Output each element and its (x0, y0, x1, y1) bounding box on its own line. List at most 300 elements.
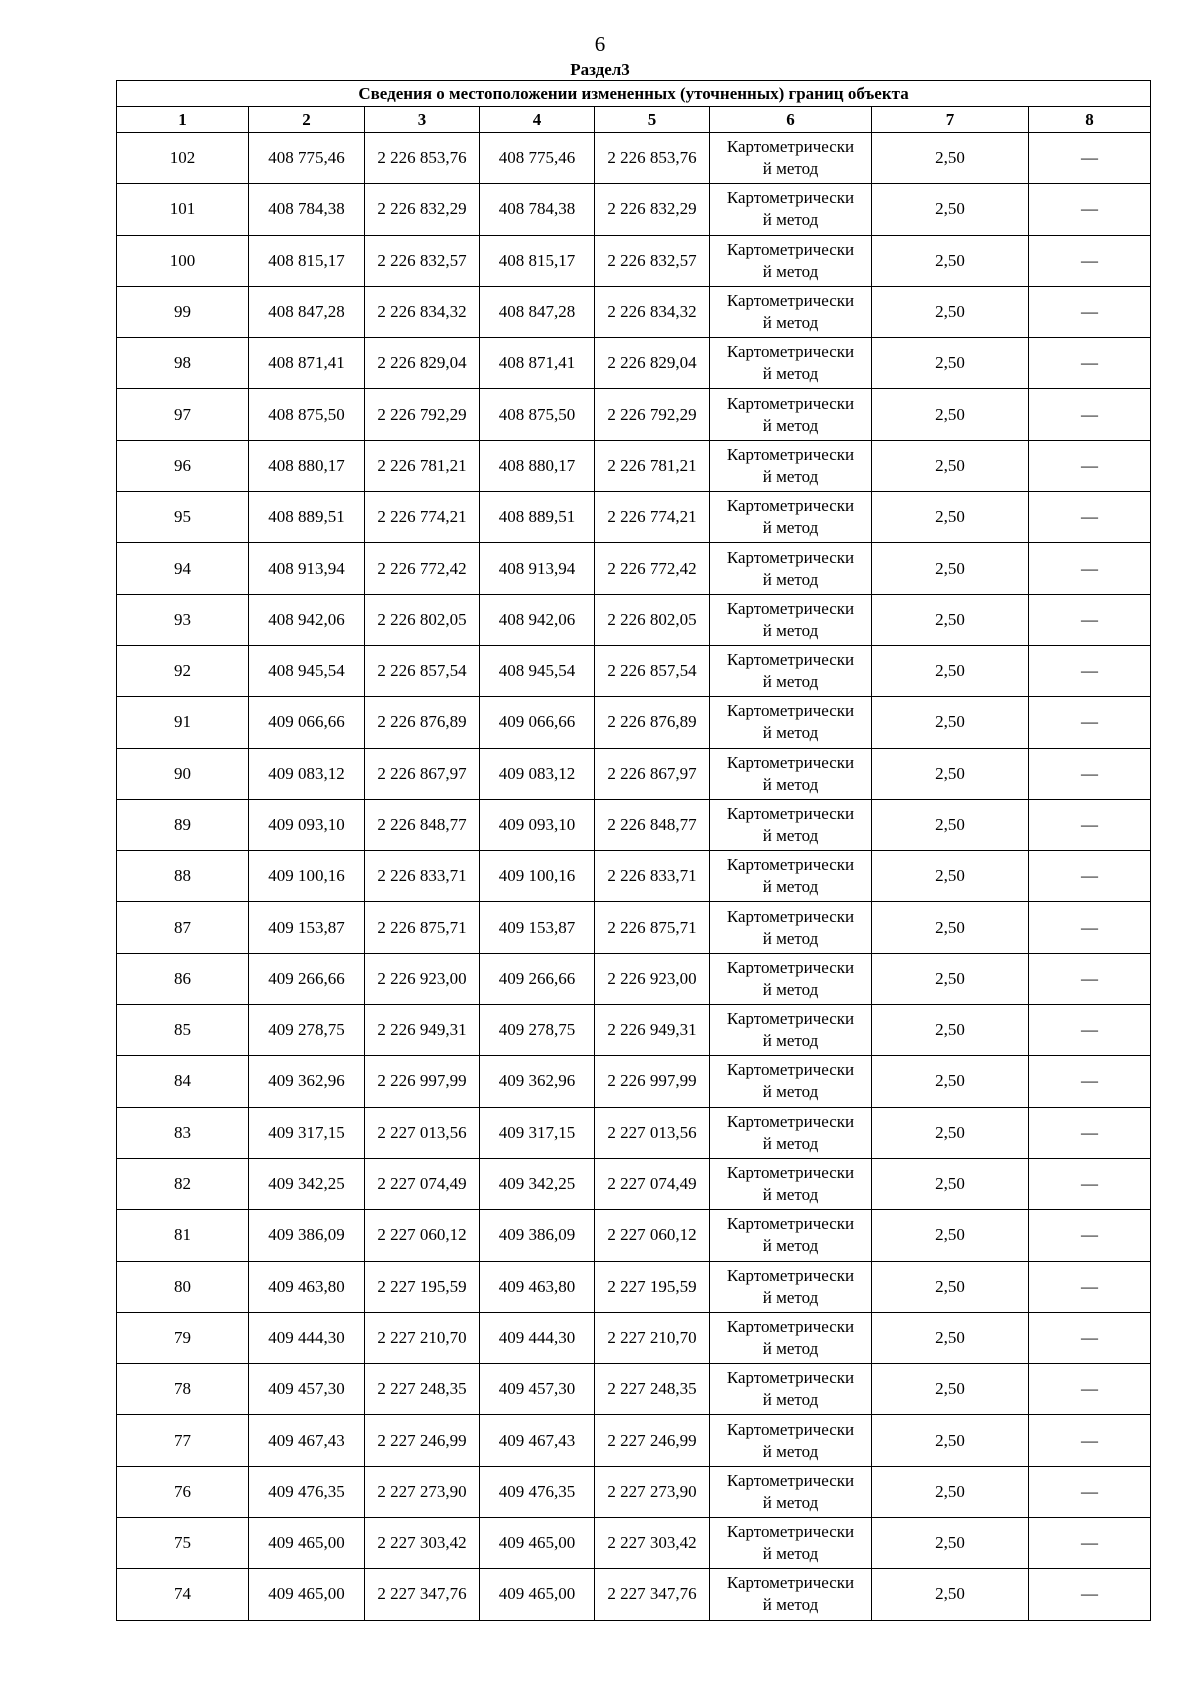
existing-x-cell: 409 467,43 (249, 1415, 365, 1466)
new-x-cell: 408 880,17 (480, 440, 595, 491)
method-text-line: й метод (762, 826, 819, 845)
table-row (117, 748, 1151, 799)
accuracy-cell: 2,50 (872, 133, 1029, 184)
method-cell (710, 1261, 872, 1312)
description-cell: — (1029, 953, 1151, 1004)
accuracy-cell: 2,50 (872, 594, 1029, 645)
existing-y-cell: 2 226 867,97 (365, 748, 480, 799)
existing-x-cell: 408 880,17 (249, 440, 365, 491)
existing-x-cell: 409 317,15 (249, 1107, 365, 1158)
new-x-cell: 409 266,66 (480, 953, 595, 1004)
method-text-line: Картометрически (726, 598, 855, 618)
method-text-line: й метод (762, 569, 819, 589)
accuracy-cell: 2,50 (872, 184, 1029, 235)
point-number-cell: 91 (117, 697, 249, 748)
table-caption-row (117, 81, 1151, 107)
accuracy-cell: 2,50 (872, 1056, 1029, 1107)
method-text-line: Картометрически (726, 342, 855, 362)
method-text-line: Картометрически (726, 1163, 855, 1183)
description-cell: — (1029, 338, 1151, 389)
table-row (117, 799, 1151, 850)
description-cell: — (1029, 1056, 1151, 1107)
point-number-cell: 79 (117, 1312, 249, 1363)
method-text-line: й метод (762, 1492, 819, 1512)
point-number-cell: 81 (117, 1210, 249, 1261)
method-text-line: Картометрически (726, 1265, 855, 1285)
new-x-cell: 408 784,38 (480, 184, 595, 235)
new-y-cell: 2 226 833,71 (595, 851, 710, 902)
method-text-line: Картометрически (726, 1214, 855, 1234)
method-text-line: Картометрически (726, 1316, 855, 1336)
table-row (117, 1312, 1151, 1363)
method-text-line: й метод (762, 1133, 819, 1153)
new-x-cell: 409 153,87 (480, 902, 595, 953)
existing-y-cell: 2 226 949,31 (365, 1005, 480, 1056)
new-y-cell: 2 226 848,77 (595, 799, 710, 850)
existing-x-cell: 408 913,94 (249, 543, 365, 594)
existing-y-cell: 2 226 875,71 (365, 902, 480, 953)
method-text-line: й метод (762, 313, 819, 333)
description-cell: — (1029, 697, 1151, 748)
new-x-cell: 409 083,12 (480, 748, 595, 799)
new-x-cell: 409 467,43 (480, 1415, 595, 1466)
table-row (117, 543, 1151, 594)
existing-y-cell: 2 226 876,89 (365, 697, 480, 748)
description-cell: — (1029, 1312, 1151, 1363)
new-y-cell: 2 226 949,31 (595, 1005, 710, 1056)
boundary-coordinates-table (116, 80, 1151, 1621)
method-text-line: й метод (762, 774, 819, 794)
existing-x-cell: 408 847,28 (249, 286, 365, 337)
method-text-line: Картометрически (726, 1470, 855, 1490)
description-cell: — (1029, 235, 1151, 286)
table-row (117, 953, 1151, 1004)
existing-y-cell: 2 227 210,70 (365, 1312, 480, 1363)
existing-x-cell: 409 266,66 (249, 953, 365, 1004)
accuracy-cell: 2,50 (872, 440, 1029, 491)
new-x-cell: 408 871,41 (480, 338, 595, 389)
method-text-line: й метод (762, 210, 819, 230)
point-number-cell: 92 (117, 645, 249, 696)
method-cell (710, 1056, 872, 1107)
description-cell: — (1029, 389, 1151, 440)
new-y-cell: 2 227 347,76 (595, 1569, 710, 1620)
method-text-line: Картометрически (726, 239, 855, 259)
method-text-line: Картометрически (726, 1060, 855, 1080)
new-y-cell: 2 226 781,21 (595, 440, 710, 491)
description-cell: — (1029, 902, 1151, 953)
method-text-line: й метод (762, 723, 819, 743)
method-text-line: Картометрически (726, 855, 855, 875)
accuracy-cell: 2,50 (872, 338, 1029, 389)
point-number-cell: 100 (117, 235, 249, 286)
method-cell (710, 1312, 872, 1363)
accuracy-cell: 2,50 (872, 1158, 1029, 1209)
new-y-cell: 2 227 013,56 (595, 1107, 710, 1158)
method-text-line: Картометрически (726, 804, 855, 823)
new-x-cell: 408 913,94 (480, 543, 595, 594)
existing-y-cell: 2 226 923,00 (365, 953, 480, 1004)
new-y-cell: 2 226 829,04 (595, 338, 710, 389)
existing-x-cell: 408 775,46 (249, 133, 365, 184)
table-row (117, 1158, 1151, 1209)
description-cell: — (1029, 1158, 1151, 1209)
method-text-line: й метод (762, 1236, 819, 1256)
new-y-cell: 2 226 772,42 (595, 543, 710, 594)
table-row (117, 1210, 1151, 1261)
description-cell: — (1029, 543, 1151, 594)
point-number-cell: 93 (117, 594, 249, 645)
method-cell (710, 389, 872, 440)
section-title: Раздел3 (570, 60, 630, 79)
method-cell (710, 799, 872, 850)
method-text-line: й метод (762, 1287, 819, 1307)
method-text-line: Картометрически (726, 957, 855, 977)
new-y-cell: 2 226 832,57 (595, 235, 710, 286)
point-number-cell: 74 (117, 1569, 249, 1620)
existing-x-cell: 408 942,06 (249, 594, 365, 645)
method-text-line: Картометрически (726, 137, 855, 157)
new-y-cell: 2 227 246,99 (595, 1415, 710, 1466)
new-x-cell: 408 889,51 (480, 492, 595, 543)
method-text-line: й метод (762, 159, 819, 179)
new-x-cell: 409 093,10 (480, 799, 595, 850)
table-row (117, 1261, 1151, 1312)
existing-y-cell: 2 226 774,21 (365, 492, 480, 543)
method-text-line: Картометрически (726, 1573, 855, 1593)
column-number: 1 (117, 107, 249, 133)
accuracy-cell: 2,50 (872, 1518, 1029, 1569)
method-cell (710, 184, 872, 235)
method-text-line: й метод (762, 672, 819, 692)
method-text-line: Картометрически (726, 650, 855, 670)
table-row (117, 389, 1151, 440)
new-y-cell: 2 226 997,99 (595, 1056, 710, 1107)
new-x-cell: 409 476,35 (480, 1466, 595, 1517)
description-cell: — (1029, 1261, 1151, 1312)
point-number-cell: 90 (117, 748, 249, 799)
new-y-cell: 2 226 774,21 (595, 492, 710, 543)
table-row (117, 286, 1151, 337)
method-cell (710, 492, 872, 543)
point-number-cell: 80 (117, 1261, 249, 1312)
new-x-cell: 409 317,15 (480, 1107, 595, 1158)
point-number-cell: 86 (117, 953, 249, 1004)
table-row (117, 851, 1151, 902)
accuracy-cell: 2,50 (872, 1210, 1029, 1261)
new-x-cell: 408 847,28 (480, 286, 595, 337)
method-cell (710, 1518, 872, 1569)
method-cell (710, 1569, 872, 1620)
method-text-line: й метод (762, 1544, 819, 1564)
new-x-cell: 409 362,96 (480, 1056, 595, 1107)
existing-y-cell: 2 226 997,99 (365, 1056, 480, 1107)
method-cell (710, 902, 872, 953)
new-y-cell: 2 226 792,29 (595, 389, 710, 440)
new-y-cell: 2 226 876,89 (595, 697, 710, 748)
table-row (117, 645, 1151, 696)
existing-x-cell: 409 444,30 (249, 1312, 365, 1363)
accuracy-cell: 2,50 (872, 492, 1029, 543)
method-cell (710, 1107, 872, 1158)
method-cell (710, 338, 872, 389)
point-number-cell: 94 (117, 543, 249, 594)
existing-x-cell: 409 100,16 (249, 851, 365, 902)
method-cell (710, 235, 872, 286)
new-y-cell: 2 227 210,70 (595, 1312, 710, 1363)
existing-x-cell: 409 093,10 (249, 799, 365, 850)
existing-x-cell: 409 153,87 (249, 902, 365, 953)
existing-y-cell: 2 227 303,42 (365, 1518, 480, 1569)
existing-x-cell: 409 465,00 (249, 1569, 365, 1620)
new-x-cell: 409 444,30 (480, 1312, 595, 1363)
table-body (117, 133, 1151, 1621)
column-number: 6 (710, 107, 872, 133)
existing-y-cell: 2 226 829,04 (365, 338, 480, 389)
method-text-line: Картометрически (726, 1368, 855, 1388)
accuracy-cell: 2,50 (872, 1415, 1029, 1466)
existing-y-cell: 2 226 832,29 (365, 184, 480, 235)
method-text-line: Картометрически (726, 1522, 855, 1542)
table-row (117, 697, 1151, 748)
method-text-line: Картометрически (726, 906, 855, 926)
table-row (117, 902, 1151, 953)
method-text-line: Картометрически (726, 444, 855, 464)
existing-x-cell: 408 815,17 (249, 235, 365, 286)
table-row (117, 184, 1151, 235)
accuracy-cell: 2,50 (872, 953, 1029, 1004)
description-cell: — (1029, 133, 1151, 184)
method-text-line: Картометрически (726, 1009, 855, 1029)
new-x-cell: 409 278,75 (480, 1005, 595, 1056)
accuracy-cell: 2,50 (872, 645, 1029, 696)
method-text-line: й метод (762, 979, 819, 999)
method-text-line: Картометрически (726, 291, 855, 311)
method-cell (710, 1364, 872, 1415)
accuracy-cell: 2,50 (872, 235, 1029, 286)
existing-y-cell: 2 227 347,76 (365, 1569, 480, 1620)
point-number-cell: 95 (117, 492, 249, 543)
point-number-cell: 96 (117, 440, 249, 491)
method-cell (710, 748, 872, 799)
description-cell: — (1029, 748, 1151, 799)
new-x-cell: 409 463,80 (480, 1261, 595, 1312)
description-cell: — (1029, 594, 1151, 645)
new-y-cell: 2 226 832,29 (595, 184, 710, 235)
description-cell: — (1029, 1518, 1151, 1569)
new-y-cell: 2 226 802,05 (595, 594, 710, 645)
column-number: 8 (1029, 107, 1151, 133)
new-x-cell: 408 815,17 (480, 235, 595, 286)
point-number-cell: 89 (117, 799, 249, 850)
existing-y-cell: 2 226 781,21 (365, 440, 480, 491)
new-x-cell: 409 465,00 (480, 1569, 595, 1620)
description-cell: — (1029, 286, 1151, 337)
method-text-line: й метод (762, 518, 819, 538)
table-row (117, 1466, 1151, 1517)
new-y-cell: 2 227 273,90 (595, 1466, 710, 1517)
point-number-cell: 88 (117, 851, 249, 902)
point-number-cell: 83 (117, 1107, 249, 1158)
method-text-line: й метод (762, 620, 819, 640)
method-cell (710, 440, 872, 491)
existing-y-cell: 2 227 273,90 (365, 1466, 480, 1517)
description-cell: — (1029, 1569, 1151, 1620)
existing-x-cell: 409 463,80 (249, 1261, 365, 1312)
method-cell (710, 697, 872, 748)
point-number-cell: 76 (117, 1466, 249, 1517)
method-cell (710, 286, 872, 337)
existing-y-cell: 2 226 832,57 (365, 235, 480, 286)
existing-y-cell: 2 226 848,77 (365, 799, 480, 850)
accuracy-cell: 2,50 (872, 697, 1029, 748)
accuracy-cell: 2,50 (872, 389, 1029, 440)
accuracy-cell: 2,50 (872, 851, 1029, 902)
accuracy-cell: 2,50 (872, 286, 1029, 337)
column-number: 5 (595, 107, 710, 133)
existing-y-cell: 2 226 857,54 (365, 645, 480, 696)
accuracy-cell: 2,50 (872, 1466, 1029, 1517)
new-y-cell: 2 226 923,00 (595, 953, 710, 1004)
description-cell: — (1029, 645, 1151, 696)
new-x-cell: 409 066,66 (480, 697, 595, 748)
description-cell: — (1029, 492, 1151, 543)
point-number-cell: 84 (117, 1056, 249, 1107)
existing-x-cell: 408 784,38 (249, 184, 365, 235)
method-text-line: й метод (762, 1441, 819, 1461)
point-number-cell: 101 (117, 184, 249, 235)
method-text-line: Картометрически (726, 1111, 855, 1131)
column-number-row (117, 107, 1151, 133)
new-y-cell: 2 226 875,71 (595, 902, 710, 953)
method-cell (710, 1210, 872, 1261)
method-text-line: Картометрически (726, 496, 855, 516)
table-row (117, 1569, 1151, 1620)
existing-x-cell: 409 278,75 (249, 1005, 365, 1056)
new-y-cell: 2 226 834,32 (595, 286, 710, 337)
accuracy-cell: 2,50 (872, 748, 1029, 799)
column-number: 7 (872, 107, 1029, 133)
existing-y-cell: 2 226 833,71 (365, 851, 480, 902)
new-x-cell: 408 775,46 (480, 133, 595, 184)
existing-y-cell: 2 226 802,05 (365, 594, 480, 645)
method-text-line: й метод (762, 877, 819, 897)
method-cell (710, 1415, 872, 1466)
point-number-cell: 99 (117, 286, 249, 337)
table-row (117, 338, 1151, 389)
existing-y-cell: 2 227 013,56 (365, 1107, 480, 1158)
method-text-line: й метод (762, 1031, 819, 1051)
accuracy-cell: 2,50 (872, 1107, 1029, 1158)
new-y-cell: 2 227 248,35 (595, 1364, 710, 1415)
existing-x-cell: 409 066,66 (249, 697, 365, 748)
existing-x-cell: 408 875,50 (249, 389, 365, 440)
new-x-cell: 408 945,54 (480, 645, 595, 696)
description-cell: — (1029, 1364, 1151, 1415)
point-number-cell: 85 (117, 1005, 249, 1056)
method-cell (710, 594, 872, 645)
existing-y-cell: 2 227 248,35 (365, 1364, 480, 1415)
new-y-cell: 2 227 060,12 (595, 1210, 710, 1261)
existing-x-cell: 408 889,51 (249, 492, 365, 543)
description-cell: — (1029, 1415, 1151, 1466)
existing-x-cell: 408 871,41 (249, 338, 365, 389)
existing-y-cell: 2 227 246,99 (365, 1415, 480, 1466)
existing-x-cell: 409 476,35 (249, 1466, 365, 1517)
table-row (117, 492, 1151, 543)
table-row (117, 1518, 1151, 1569)
description-cell: — (1029, 1005, 1151, 1056)
table-row (117, 1056, 1151, 1107)
table-row (117, 1364, 1151, 1415)
accuracy-cell: 2,50 (872, 902, 1029, 953)
existing-x-cell: 409 457,30 (249, 1364, 365, 1415)
accuracy-cell: 2,50 (872, 799, 1029, 850)
method-text-line: Картометрически (726, 752, 855, 772)
new-x-cell: 409 100,16 (480, 851, 595, 902)
table-row (117, 1415, 1151, 1466)
table-row (117, 235, 1151, 286)
point-number-cell: 87 (117, 902, 249, 953)
method-text-line: Картометрически (726, 188, 855, 208)
existing-y-cell: 2 226 853,76 (365, 133, 480, 184)
point-number-cell: 97 (117, 389, 249, 440)
existing-x-cell: 409 362,96 (249, 1056, 365, 1107)
description-cell: — (1029, 799, 1151, 850)
new-x-cell: 409 457,30 (480, 1364, 595, 1415)
point-number-cell: 78 (117, 1364, 249, 1415)
method-cell (710, 1158, 872, 1209)
table-row (117, 440, 1151, 491)
existing-x-cell: 409 083,12 (249, 748, 365, 799)
accuracy-cell: 2,50 (872, 543, 1029, 594)
page-number: 6 (594, 32, 606, 56)
existing-x-cell: 408 945,54 (249, 645, 365, 696)
description-cell: — (1029, 184, 1151, 235)
new-y-cell: 2 226 857,54 (595, 645, 710, 696)
column-number: 2 (249, 107, 365, 133)
method-text-line: й метод (762, 1082, 819, 1102)
accuracy-cell: 2,50 (872, 1005, 1029, 1056)
method-text-line: й метод (762, 1338, 819, 1358)
new-y-cell: 2 226 853,76 (595, 133, 710, 184)
existing-y-cell: 2 227 195,59 (365, 1261, 480, 1312)
table-row (117, 1005, 1151, 1056)
existing-x-cell: 409 465,00 (249, 1518, 365, 1569)
method-cell (710, 543, 872, 594)
method-text-line: й метод (762, 364, 819, 384)
description-cell: — (1029, 851, 1151, 902)
method-text-line: й метод (762, 466, 819, 486)
table-row (117, 133, 1151, 184)
method-text-line: й метод (762, 1595, 819, 1615)
method-text-line: Картометрически (726, 393, 855, 413)
existing-x-cell: 409 342,25 (249, 1158, 365, 1209)
new-y-cell: 2 226 867,97 (595, 748, 710, 799)
description-cell: — (1029, 1107, 1151, 1158)
table-row (117, 594, 1151, 645)
accuracy-cell: 2,50 (872, 1364, 1029, 1415)
method-cell (710, 953, 872, 1004)
point-number-cell: 98 (117, 338, 249, 389)
method-cell (710, 133, 872, 184)
existing-y-cell: 2 227 074,49 (365, 1158, 480, 1209)
method-text-line: й метод (762, 1390, 819, 1410)
method-text-line: й метод (762, 415, 819, 435)
method-cell (710, 645, 872, 696)
column-number: 3 (365, 107, 480, 133)
method-text-line: Картометрически (726, 701, 855, 721)
